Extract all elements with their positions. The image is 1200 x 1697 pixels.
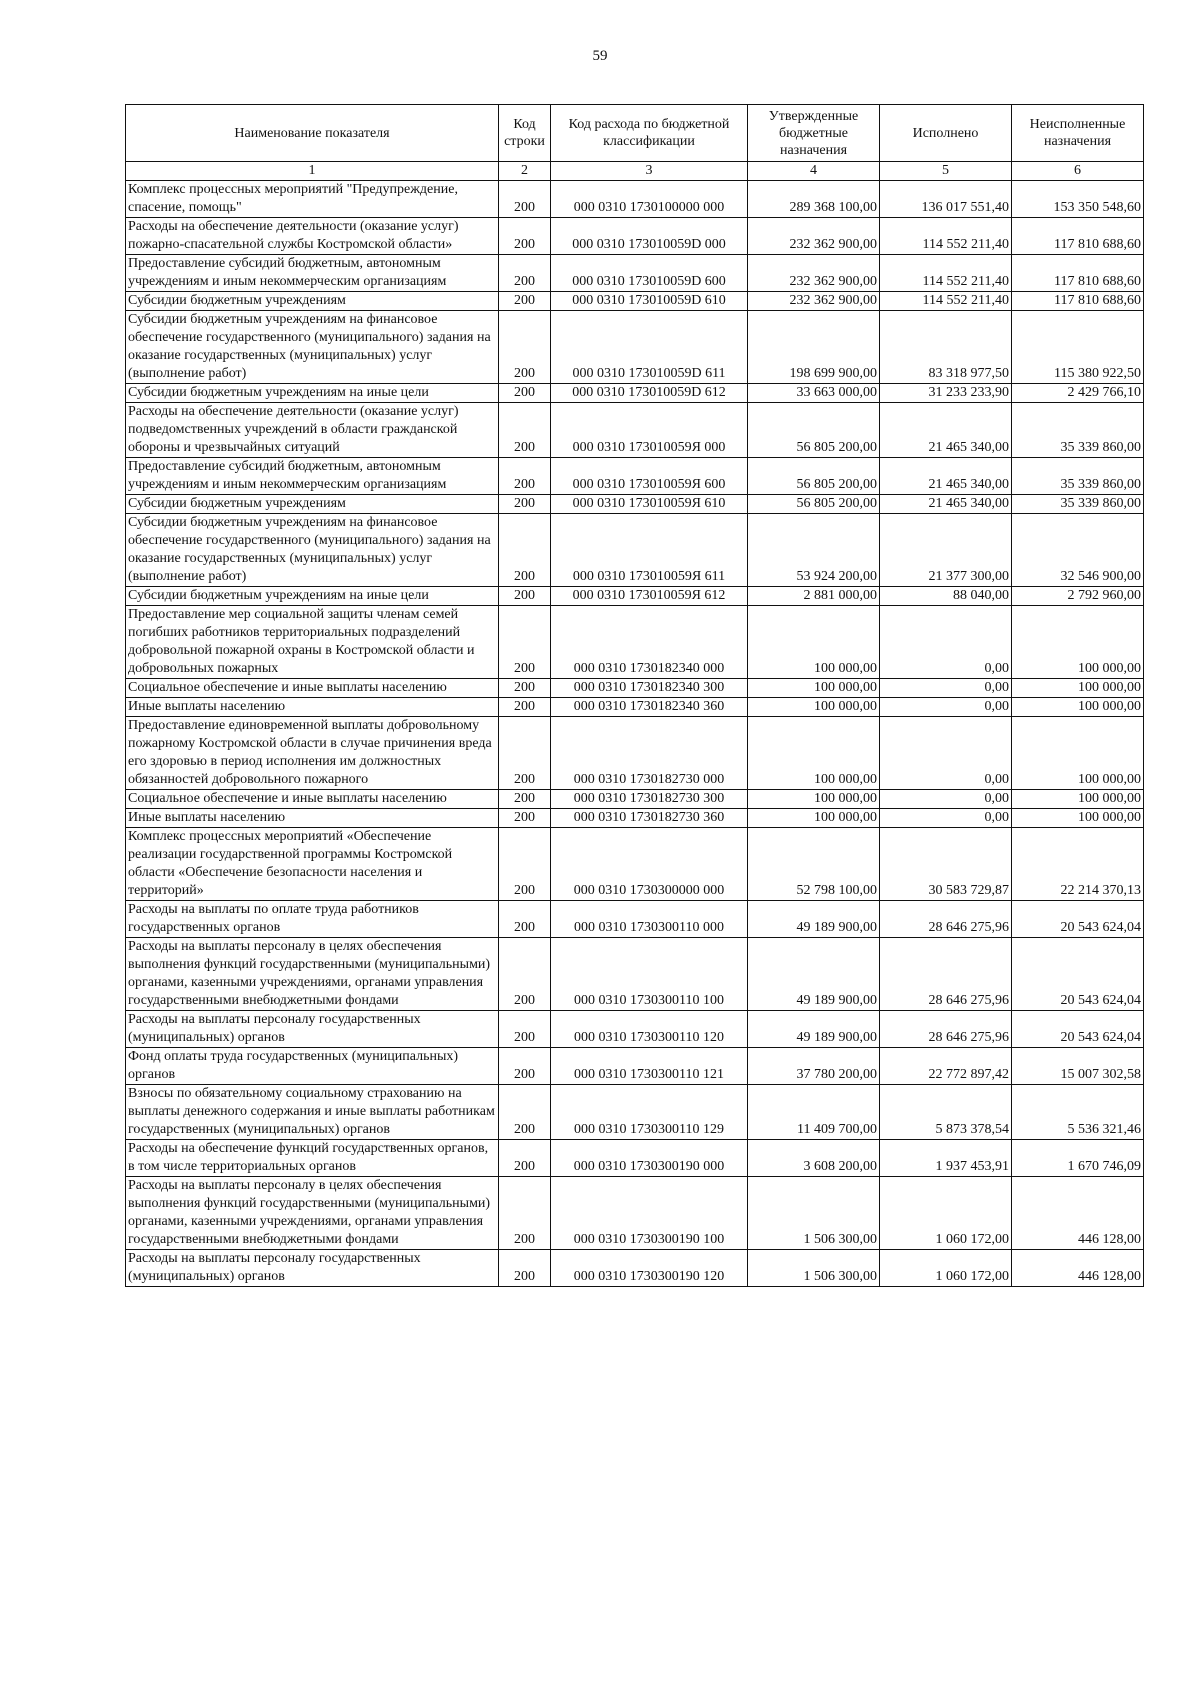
- row-name: Субсидии бюджетным учреждениям на финансовое обеспечение государственного (муниципального) задания на оказание государственных (муниципальных) услуг (выполнение работ): [126, 514, 499, 587]
- row-executed-amount: 0,00: [880, 698, 1012, 717]
- row-line-code: 200: [499, 790, 551, 809]
- row-name: Предоставление мер социальной защиты членам семей погибших работников территориальных подразделений добровольной пожарной охраны в Костромской области и добровольных пожарных: [126, 606, 499, 679]
- row-name: Комплекс процессных мероприятий "Предупреждение, спасение, помощь": [126, 181, 499, 218]
- row-line-code: 200: [499, 1140, 551, 1177]
- row-line-code: 200: [499, 181, 551, 218]
- row-remaining-amount: 1 670 746,09: [1012, 1140, 1144, 1177]
- row-name: Иные выплаты населению: [126, 809, 499, 828]
- row-executed-amount: 5 873 378,54: [880, 1085, 1012, 1140]
- row-name: Расходы на выплаты по оплате труда работников государственных органов: [126, 901, 499, 938]
- table-body: [126, 181, 1144, 1287]
- row-remaining-amount: 100 000,00: [1012, 679, 1144, 698]
- row-remaining-amount: 15 007 302,58: [1012, 1048, 1144, 1085]
- row-approved-amount: 33 663 000,00: [748, 384, 880, 403]
- row-remaining-amount: 20 543 624,04: [1012, 901, 1144, 938]
- table-row: [126, 938, 1144, 1011]
- row-remaining-amount: 115 380 922,50: [1012, 311, 1144, 384]
- header-row: [126, 105, 1144, 162]
- budget-execution-table: [125, 104, 1144, 1287]
- row-name: Социальное обеспечение и иные выплаты населению: [126, 790, 499, 809]
- table-row: [126, 1177, 1144, 1250]
- row-line-code: 200: [499, 1011, 551, 1048]
- row-name: Предоставление субсидий бюджетным, автономным учреждениям и иным некоммерческим организациям: [126, 458, 499, 495]
- row-name: Фонд оплаты труда государственных (муниципальных) органов: [126, 1048, 499, 1085]
- row-approved-amount: 100 000,00: [748, 679, 880, 698]
- table-row: [126, 458, 1144, 495]
- row-line-code: 200: [499, 809, 551, 828]
- row-approved-amount: 53 924 200,00: [748, 514, 880, 587]
- row-name: Субсидии бюджетным учреждениям: [126, 495, 499, 514]
- row-expense-code: 000 0310 173010059D 610: [551, 292, 748, 311]
- row-line-code: 200: [499, 403, 551, 458]
- row-executed-amount: 28 646 275,96: [880, 938, 1012, 1011]
- row-line-code: 200: [499, 255, 551, 292]
- row-expense-code: 000 0310 1730100000 000: [551, 181, 748, 218]
- row-executed-amount: 114 552 211,40: [880, 218, 1012, 255]
- row-executed-amount: 114 552 211,40: [880, 292, 1012, 311]
- row-remaining-amount: 446 128,00: [1012, 1177, 1144, 1250]
- row-name: Предоставление единовременной выплаты добровольному пожарному Костромской области в случае причинения вреда его здоровью в период исполнения им должностных обязанностей добровольного пожарного: [126, 717, 499, 790]
- row-expense-code: 000 0310 173010059D 600: [551, 255, 748, 292]
- row-expense-code: 000 0310 173010059D 000: [551, 218, 748, 255]
- header-line-code: Код строки: [499, 105, 551, 162]
- row-remaining-amount: 446 128,00: [1012, 1250, 1144, 1287]
- row-approved-amount: 49 189 900,00: [748, 938, 880, 1011]
- row-approved-amount: 56 805 200,00: [748, 495, 880, 514]
- row-name: Расходы на выплаты персоналу государственных (муниципальных) органов: [126, 1011, 499, 1048]
- row-executed-amount: 1 060 172,00: [880, 1177, 1012, 1250]
- row-executed-amount: 0,00: [880, 717, 1012, 790]
- table-row: [126, 384, 1144, 403]
- row-executed-amount: 114 552 211,40: [880, 255, 1012, 292]
- row-name: Социальное обеспечение и иные выплаты населению: [126, 679, 499, 698]
- header-remaining: Неисполненные назначения: [1012, 105, 1144, 162]
- row-expense-code: 000 0310 173010059D 612: [551, 384, 748, 403]
- row-approved-amount: 100 000,00: [748, 809, 880, 828]
- row-remaining-amount: 2 429 766,10: [1012, 384, 1144, 403]
- row-executed-amount: 88 040,00: [880, 587, 1012, 606]
- row-line-code: 200: [499, 458, 551, 495]
- row-remaining-amount: 117 810 688,60: [1012, 218, 1144, 255]
- row-line-code: 200: [499, 606, 551, 679]
- table-row: [126, 218, 1144, 255]
- row-approved-amount: 2 881 000,00: [748, 587, 880, 606]
- column-number: 6: [1012, 162, 1144, 181]
- row-line-code: 200: [499, 495, 551, 514]
- row-remaining-amount: 100 000,00: [1012, 698, 1144, 717]
- table-row: [126, 292, 1144, 311]
- row-expense-code: 000 0310 1730300110 129: [551, 1085, 748, 1140]
- row-expense-code: 000 0310 1730300190 120: [551, 1250, 748, 1287]
- row-expense-code: 000 0310 1730182340 300: [551, 679, 748, 698]
- row-approved-amount: 11 409 700,00: [748, 1085, 880, 1140]
- table-row: [126, 901, 1144, 938]
- header-name: Наименование показателя: [126, 105, 499, 162]
- row-approved-amount: 100 000,00: [748, 698, 880, 717]
- table-row: [126, 181, 1144, 218]
- row-name: Взносы по обязательному социальному страхованию на выплаты денежного содержания и иные выплаты работникам государственных (муниципальных) органов: [126, 1085, 499, 1140]
- row-line-code: 200: [499, 514, 551, 587]
- row-approved-amount: 100 000,00: [748, 790, 880, 809]
- row-expense-code: 000 0310 1730300110 121: [551, 1048, 748, 1085]
- row-expense-code: 000 0310 1730182730 360: [551, 809, 748, 828]
- row-name: Расходы на обеспечение функций государственных органов, в том числе территориальных органов: [126, 1140, 499, 1177]
- row-remaining-amount: 117 810 688,60: [1012, 255, 1144, 292]
- row-line-code: 200: [499, 384, 551, 403]
- row-line-code: 200: [499, 828, 551, 901]
- row-expense-code: 000 0310 173010059Я 610: [551, 495, 748, 514]
- header-executed: Исполнено: [880, 105, 1012, 162]
- row-executed-amount: 28 646 275,96: [880, 1011, 1012, 1048]
- row-approved-amount: 3 608 200,00: [748, 1140, 880, 1177]
- column-number: 1: [126, 162, 499, 181]
- row-line-code: 200: [499, 587, 551, 606]
- table-row: [126, 606, 1144, 679]
- table-row: [126, 679, 1144, 698]
- table-row: [126, 495, 1144, 514]
- row-expense-code: 000 0310 173010059Я 600: [551, 458, 748, 495]
- column-number: 5: [880, 162, 1012, 181]
- row-approved-amount: 232 362 900,00: [748, 292, 880, 311]
- row-remaining-amount: 153 350 548,60: [1012, 181, 1144, 218]
- row-remaining-amount: 20 543 624,04: [1012, 938, 1144, 1011]
- row-name: Расходы на выплаты персоналу в целях обеспечения выполнения функций государственными (муниципальными) органами, казенными учреждениями, органами управления государственными внебюджетными фондами: [126, 938, 499, 1011]
- row-name: Комплекс процессных мероприятий «Обеспечение реализации государственной программы Костромской области «Обеспечение безопасности населения и территорий»: [126, 828, 499, 901]
- row-line-code: 200: [499, 717, 551, 790]
- column-number: 4: [748, 162, 880, 181]
- row-remaining-amount: 117 810 688,60: [1012, 292, 1144, 311]
- row-expense-code: 000 0310 173010059Я 612: [551, 587, 748, 606]
- row-expense-code: 000 0310 1730300110 000: [551, 901, 748, 938]
- header-expense-code: Код расхода по бюджетной классификации: [551, 105, 748, 162]
- row-name: Расходы на обеспечение деятельности (оказание услуг) подведомственных учреждений в области гражданской обороны и чрезвычайных ситуаций: [126, 403, 499, 458]
- row-remaining-amount: 35 339 860,00: [1012, 495, 1144, 514]
- row-name: Иные выплаты населению: [126, 698, 499, 717]
- row-remaining-amount: 100 000,00: [1012, 717, 1144, 790]
- row-executed-amount: 30 583 729,87: [880, 828, 1012, 901]
- row-approved-amount: 56 805 200,00: [748, 458, 880, 495]
- row-approved-amount: 52 798 100,00: [748, 828, 880, 901]
- row-executed-amount: 21 465 340,00: [880, 403, 1012, 458]
- column-number-row: [126, 162, 1144, 181]
- row-approved-amount: 37 780 200,00: [748, 1048, 880, 1085]
- row-line-code: 200: [499, 679, 551, 698]
- row-approved-amount: 100 000,00: [748, 606, 880, 679]
- row-name: Субсидии бюджетным учреждениям на иные цели: [126, 384, 499, 403]
- row-approved-amount: 1 506 300,00: [748, 1250, 880, 1287]
- row-line-code: 200: [499, 1250, 551, 1287]
- row-executed-amount: 21 465 340,00: [880, 458, 1012, 495]
- row-name: Расходы на выплаты персоналу в целях обеспечения выполнения функций государственными (муниципальными) органами, казенными учреждениями, органами управления государственными внебюджетными фондами: [126, 1177, 499, 1250]
- row-expense-code: 000 0310 173010059D 611: [551, 311, 748, 384]
- row-expense-code: 000 0310 173010059Я 611: [551, 514, 748, 587]
- row-executed-amount: 21 377 300,00: [880, 514, 1012, 587]
- row-remaining-amount: 22 214 370,13: [1012, 828, 1144, 901]
- row-remaining-amount: 2 792 960,00: [1012, 587, 1144, 606]
- row-approved-amount: 49 189 900,00: [748, 1011, 880, 1048]
- row-remaining-amount: 32 546 900,00: [1012, 514, 1144, 587]
- row-line-code: 200: [499, 1048, 551, 1085]
- row-line-code: 200: [499, 698, 551, 717]
- row-expense-code: 000 0310 1730300190 100: [551, 1177, 748, 1250]
- row-executed-amount: 1 937 453,91: [880, 1140, 1012, 1177]
- table-row: [126, 698, 1144, 717]
- row-expense-code: 000 0310 1730182730 000: [551, 717, 748, 790]
- row-name: Расходы на выплаты персоналу государственных (муниципальных) органов: [126, 1250, 499, 1287]
- row-line-code: 200: [499, 1177, 551, 1250]
- row-approved-amount: 232 362 900,00: [748, 255, 880, 292]
- table-row: [126, 1250, 1144, 1287]
- row-name: Субсидии бюджетным учреждениям на иные цели: [126, 587, 499, 606]
- row-expense-code: 000 0310 1730300190 000: [551, 1140, 748, 1177]
- table-row: [126, 311, 1144, 384]
- row-line-code: 200: [499, 938, 551, 1011]
- row-line-code: 200: [499, 901, 551, 938]
- row-executed-amount: 0,00: [880, 679, 1012, 698]
- row-executed-amount: 0,00: [880, 606, 1012, 679]
- row-expense-code: 000 0310 173010059Я 000: [551, 403, 748, 458]
- row-approved-amount: 198 699 900,00: [748, 311, 880, 384]
- table-row: [126, 1085, 1144, 1140]
- table-row: [126, 587, 1144, 606]
- table-row: [126, 1011, 1144, 1048]
- row-executed-amount: 0,00: [880, 809, 1012, 828]
- row-remaining-amount: 35 339 860,00: [1012, 403, 1144, 458]
- row-executed-amount: 22 772 897,42: [880, 1048, 1012, 1085]
- table-row: [126, 1048, 1144, 1085]
- row-remaining-amount: 100 000,00: [1012, 606, 1144, 679]
- row-name: Субсидии бюджетным учреждениям на финансовое обеспечение государственного (муниципального) задания на оказание государственных (муниципальных) услуг (выполнение работ): [126, 311, 499, 384]
- row-name: Субсидии бюджетным учреждениям: [126, 292, 499, 311]
- row-expense-code: 000 0310 1730182340 360: [551, 698, 748, 717]
- row-executed-amount: 21 465 340,00: [880, 495, 1012, 514]
- row-name: Расходы на обеспечение деятельности (оказание услуг) пожарно-спасательной службы Костромской области»: [126, 218, 499, 255]
- column-number: 3: [551, 162, 748, 181]
- row-line-code: 200: [499, 292, 551, 311]
- table-row: [126, 790, 1144, 809]
- row-approved-amount: 49 189 900,00: [748, 901, 880, 938]
- table-row: [126, 1140, 1144, 1177]
- row-line-code: 200: [499, 311, 551, 384]
- row-approved-amount: 1 506 300,00: [748, 1177, 880, 1250]
- row-expense-code: 000 0310 1730182340 000: [551, 606, 748, 679]
- row-executed-amount: 28 646 275,96: [880, 901, 1012, 938]
- row-line-code: 200: [499, 218, 551, 255]
- column-number: 2: [499, 162, 551, 181]
- table-row: [126, 717, 1144, 790]
- row-executed-amount: 0,00: [880, 790, 1012, 809]
- row-expense-code: 000 0310 1730300110 120: [551, 1011, 748, 1048]
- row-expense-code: 000 0310 1730182730 300: [551, 790, 748, 809]
- row-remaining-amount: 100 000,00: [1012, 809, 1144, 828]
- row-approved-amount: 100 000,00: [748, 717, 880, 790]
- header-approved: Утвержденные бюджетные назначения: [748, 105, 880, 162]
- row-executed-amount: 83 318 977,50: [880, 311, 1012, 384]
- table-row: [126, 809, 1144, 828]
- table-row: [126, 514, 1144, 587]
- row-expense-code: 000 0310 1730300110 100: [551, 938, 748, 1011]
- row-remaining-amount: 100 000,00: [1012, 790, 1144, 809]
- row-line-code: 200: [499, 1085, 551, 1140]
- table-row: [126, 255, 1144, 292]
- page-number: 59: [592, 48, 608, 64]
- row-remaining-amount: 35 339 860,00: [1012, 458, 1144, 495]
- table-row: [126, 403, 1144, 458]
- row-executed-amount: 31 233 233,90: [880, 384, 1012, 403]
- row-approved-amount: 232 362 900,00: [748, 218, 880, 255]
- row-name: Предоставление субсидий бюджетным, автономным учреждениям и иным некоммерческим организациям: [126, 255, 499, 292]
- row-approved-amount: 289 368 100,00: [748, 181, 880, 218]
- row-expense-code: 000 0310 1730300000 000: [551, 828, 748, 901]
- row-executed-amount: 1 060 172,00: [880, 1250, 1012, 1287]
- row-executed-amount: 136 017 551,40: [880, 181, 1012, 218]
- row-remaining-amount: 5 536 321,46: [1012, 1085, 1144, 1140]
- row-remaining-amount: 20 543 624,04: [1012, 1011, 1144, 1048]
- table-row: [126, 828, 1144, 901]
- row-approved-amount: 56 805 200,00: [748, 403, 880, 458]
